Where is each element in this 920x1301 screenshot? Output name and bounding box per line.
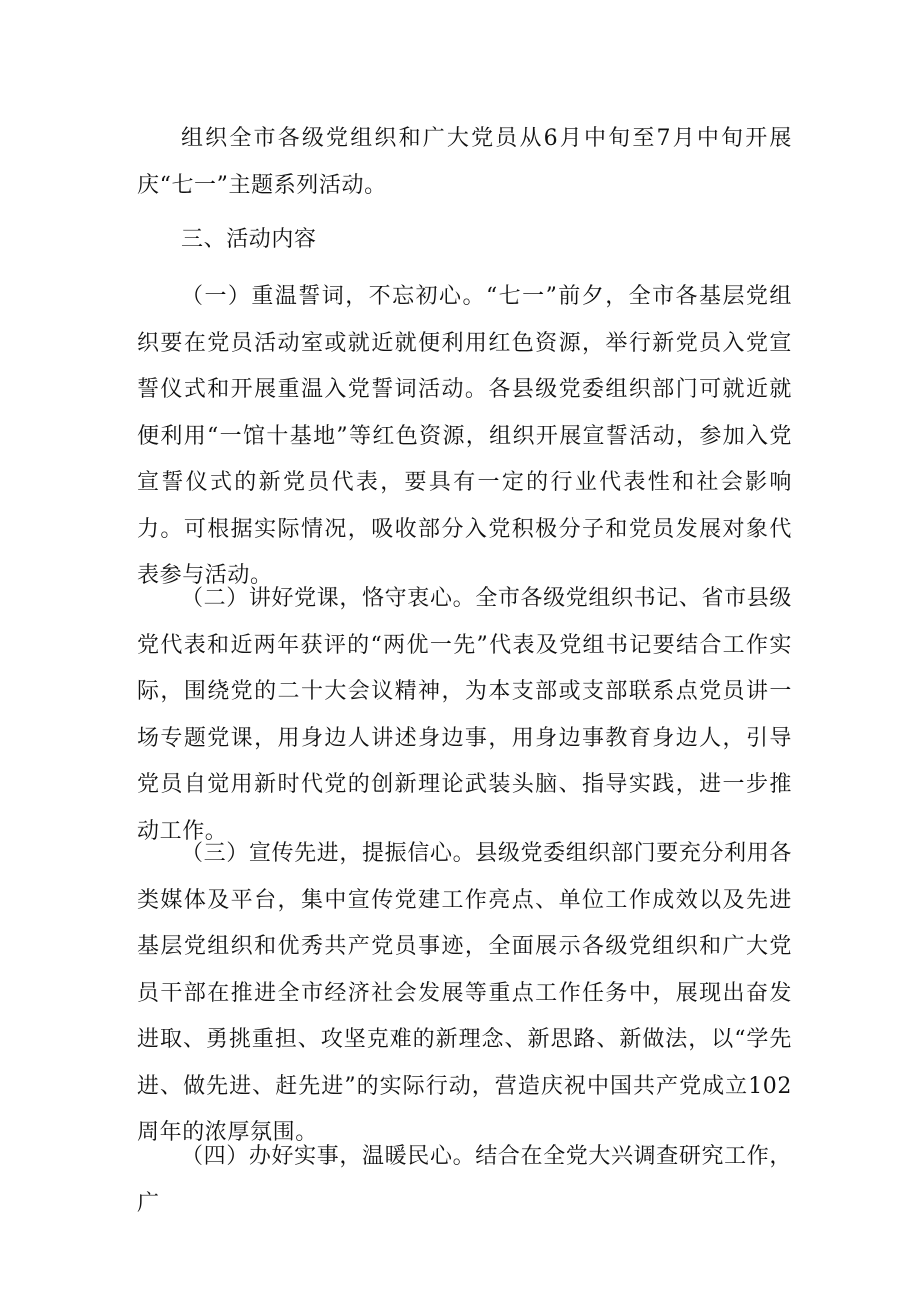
paragraph-item-2: （二）讲好党课，恪守衷心。全市各级党组织书记、省市县级党代表和近两年获评的“两优一先”代表及党组书记要结合工作实际，围绕党的二十大会议精神，为本支部或支部联系点党员讲一场专题党课，用身边人讲述身边事，用身边事教育身边人，引导党员自觉用新时代党的创新理论武装头脑、指导实践，进一步推动工作。 bbox=[137, 586, 792, 844]
paragraph-intro: 组织全市各级党组织和广大党员从6月中旬至7月中旬开展庆“七一”主题系列活动。 bbox=[137, 126, 792, 198]
paragraph-item-4: （四）办好实事，温暖民心。结合在全党大兴调查研究工作，广 bbox=[137, 1144, 792, 1216]
section-heading-activity-content: 三、活动内容 bbox=[181, 227, 317, 252]
paragraph-item-3: （三）宣传先进，提振信心。县级党委组织部门要充分利用各类媒体及平台，集中宣传党建工作亮点、单位工作成效以及先进基层党组织和优秀共产党员事迹，全面展示各级党组织和广大党员干部在推进全市经济社会发展等重点工作任务中，展现出奋发进取、勇挑重担、攻坚克难的新理念、新思路、新做法，以“学先进、做先进、赶先进”的实际行动，营造庆祝中国共产党成立102周年的浓厚氛围。 bbox=[137, 841, 792, 1145]
paragraph-item-1: （一）重温誓词，不忘初心。“七一”前夕，全市各基层党组织要在党员活动室或就近就便利用红色资源，举行新党员入党宣誓仪式和开展重温入党誓词活动。各县级党委组织部门可就近就便利用“一馆十基地”等红色资源，组织开展宣誓活动，参加入党宣誓仪式的新党员代表，要具有一定的行业代表性和社会影响力。可根据实际情况，吸收部分入党积极分子和党员发展对象代表参与活动。 bbox=[137, 284, 792, 588]
